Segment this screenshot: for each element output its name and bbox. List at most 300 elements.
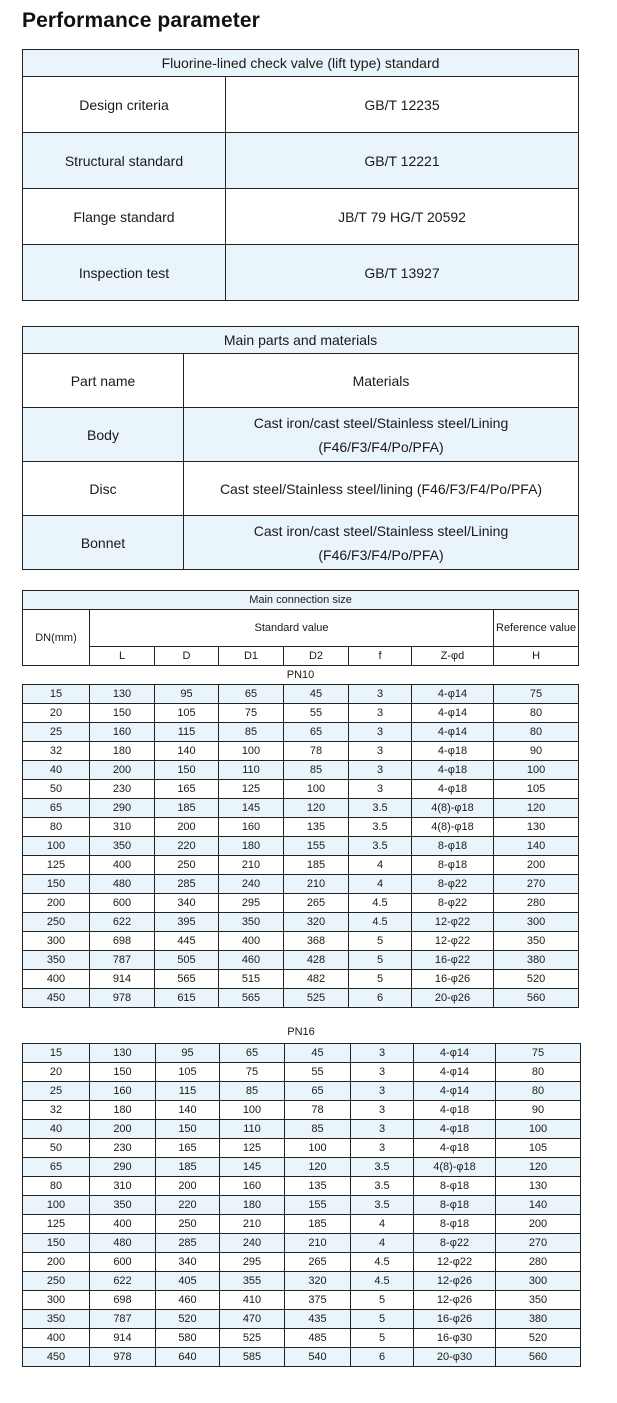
pn16-label: PN16 xyxy=(287,1026,315,1038)
table-cell: 8-φ22 xyxy=(412,894,494,913)
table-cell: 115 xyxy=(155,723,219,742)
table-cell: 85 xyxy=(285,1120,351,1139)
table-cell: 65 xyxy=(284,723,349,742)
table-cell: 4 xyxy=(351,1215,414,1234)
table-cell: 80 xyxy=(496,1063,581,1082)
table-cell: 400 xyxy=(90,856,155,875)
table-cell: 480 xyxy=(90,1234,156,1253)
standard-value-header: Standard value xyxy=(90,610,494,647)
table-cell: 145 xyxy=(219,799,284,818)
table-cell: 80 xyxy=(23,1177,90,1196)
table-cell: 16-φ26 xyxy=(412,970,494,989)
table-cell: 445 xyxy=(155,932,219,951)
table-row xyxy=(23,856,579,875)
table-cell: 110 xyxy=(219,761,284,780)
table-cell: 3 xyxy=(351,1101,414,1120)
column-header: f xyxy=(349,647,412,666)
table-row xyxy=(23,1272,581,1291)
table-cell: 100 xyxy=(23,1196,90,1215)
table-cell: 400 xyxy=(219,932,284,951)
table-cell: 4-φ14 xyxy=(414,1063,496,1082)
materials-row xyxy=(23,516,579,570)
table-cell: 180 xyxy=(219,837,284,856)
table-cell: 12-φ22 xyxy=(412,932,494,951)
table-cell: 105 xyxy=(156,1063,220,1082)
table-row xyxy=(23,799,579,818)
table-cell: 32 xyxy=(23,742,90,761)
table-cell: 210 xyxy=(285,1234,351,1253)
materials-table xyxy=(22,326,579,570)
table-cell: 25 xyxy=(23,1082,90,1101)
table-cell: 110 xyxy=(220,1120,285,1139)
table-cell: 8-φ18 xyxy=(414,1215,496,1234)
table-cell: 4-φ18 xyxy=(414,1139,496,1158)
table-cell: 3 xyxy=(351,1044,414,1063)
table-cell: 105 xyxy=(155,704,219,723)
table-cell: 280 xyxy=(494,894,579,913)
table-cell: 135 xyxy=(284,818,349,837)
table-cell: 3 xyxy=(349,780,412,799)
materials-row xyxy=(23,408,579,462)
table-cell: 505 xyxy=(155,951,219,970)
table-cell: 100 xyxy=(23,837,90,856)
table-row xyxy=(23,780,579,799)
table-cell: 200 xyxy=(156,1177,220,1196)
table-cell: 622 xyxy=(90,913,155,932)
table-cell: 230 xyxy=(90,1139,156,1158)
table-cell: 435 xyxy=(285,1310,351,1329)
table-cell: 485 xyxy=(285,1329,351,1348)
table-cell: 105 xyxy=(496,1139,581,1158)
table-cell: 20-φ30 xyxy=(414,1348,496,1367)
table-row xyxy=(23,1082,581,1101)
table-cell: 4-φ18 xyxy=(414,1120,496,1139)
table-cell: 350 xyxy=(90,837,155,856)
table-cell: 20 xyxy=(23,704,90,723)
table-cell: 80 xyxy=(494,723,579,742)
pn10-label: PN10 xyxy=(23,666,579,685)
table-cell: 220 xyxy=(156,1196,220,1215)
table-cell: 320 xyxy=(285,1272,351,1291)
table-cell: 12-φ22 xyxy=(412,913,494,932)
table-cell: 120 xyxy=(494,799,579,818)
table-cell: 65 xyxy=(23,1158,90,1177)
table-cell: 160 xyxy=(90,1082,156,1101)
table-row xyxy=(23,951,579,970)
table-cell: 3.5 xyxy=(351,1196,414,1215)
table-cell: 520 xyxy=(494,970,579,989)
table-cell: 265 xyxy=(285,1253,351,1272)
table-cell: 350 xyxy=(23,951,90,970)
table-cell: 560 xyxy=(494,989,579,1008)
table-cell: 405 xyxy=(156,1272,220,1291)
column-header: Z-φd xyxy=(412,647,494,666)
table-cell: 12-φ26 xyxy=(414,1272,496,1291)
material-line: Cast iron/cast steel/Stainless steel/Lining xyxy=(253,414,509,431)
table-cell: 230 xyxy=(90,780,155,799)
table-cell: 50 xyxy=(23,1139,90,1158)
table-cell: 25 xyxy=(23,723,90,742)
table-row xyxy=(23,742,579,761)
table-cell: 200 xyxy=(496,1215,581,1234)
table-cell: 4.5 xyxy=(351,1253,414,1272)
table-cell: 565 xyxy=(155,970,219,989)
table-cell: 4-φ18 xyxy=(414,1101,496,1120)
table-cell: 410 xyxy=(220,1291,285,1310)
table-cell: 45 xyxy=(284,685,349,704)
table-cell: 55 xyxy=(285,1063,351,1082)
materials-column-row xyxy=(23,354,579,408)
table-cell: 85 xyxy=(284,761,349,780)
table-cell: 150 xyxy=(155,761,219,780)
table-cell: 395 xyxy=(155,913,219,932)
table-row xyxy=(23,1044,581,1063)
table-cell: 140 xyxy=(494,837,579,856)
table-cell: 185 xyxy=(285,1215,351,1234)
table-cell: 482 xyxy=(284,970,349,989)
column-header: L xyxy=(90,647,155,666)
table-cell: 210 xyxy=(220,1215,285,1234)
table-cell: 978 xyxy=(90,1348,156,1367)
table-cell: 600 xyxy=(90,1253,156,1272)
standard-value: GB/T 12235 xyxy=(226,77,579,133)
table-cell: 100 xyxy=(496,1120,581,1139)
table-cell: 375 xyxy=(285,1291,351,1310)
table-cell: 12-φ26 xyxy=(414,1291,496,1310)
table-cell: 914 xyxy=(90,1329,156,1348)
standard-value: JB/T 79 HG/T 20592 xyxy=(226,189,579,245)
table-cell: 8-φ18 xyxy=(414,1177,496,1196)
material-spec xyxy=(184,516,579,570)
table-cell: 80 xyxy=(23,818,90,837)
standards-header-row xyxy=(23,50,579,77)
column-header: D1 xyxy=(219,647,284,666)
table-cell: 290 xyxy=(90,1158,156,1177)
table-cell: 978 xyxy=(90,989,155,1008)
table-cell: 145 xyxy=(220,1158,285,1177)
table-cell: 4.5 xyxy=(349,913,412,932)
table-row xyxy=(23,1063,581,1082)
table-cell: 8-φ18 xyxy=(412,856,494,875)
table-cell: 75 xyxy=(220,1063,285,1082)
standard-label: Inspection test xyxy=(23,245,226,301)
table-cell: 105 xyxy=(494,780,579,799)
materials-header-row xyxy=(23,327,579,354)
table-cell: 3 xyxy=(349,761,412,780)
table-cell: 615 xyxy=(155,989,219,1008)
table-row xyxy=(23,1139,581,1158)
table-cell: 4-φ14 xyxy=(412,685,494,704)
material-line: (F46/F3/F4/Po/PFA) xyxy=(318,546,444,563)
pn16-table xyxy=(22,1043,581,1367)
table-cell: 310 xyxy=(90,1177,156,1196)
table-cell: 350 xyxy=(23,1310,90,1329)
table-cell: 15 xyxy=(23,1044,90,1063)
table-cell: 520 xyxy=(156,1310,220,1329)
table-cell: 6 xyxy=(351,1348,414,1367)
table-cell: 65 xyxy=(220,1044,285,1063)
table-cell: 340 xyxy=(155,894,219,913)
table-cell: 100 xyxy=(285,1139,351,1158)
table-row xyxy=(23,704,579,723)
table-cell: 460 xyxy=(156,1291,220,1310)
table-cell: 3.5 xyxy=(351,1158,414,1177)
table-cell: 125 xyxy=(220,1139,285,1158)
table-cell: 250 xyxy=(155,856,219,875)
table-row xyxy=(23,1310,581,1329)
table-row xyxy=(23,1329,581,1348)
connection-size-table xyxy=(22,590,579,1008)
table-cell: 300 xyxy=(496,1272,581,1291)
table-row xyxy=(23,685,579,704)
table-cell: 140 xyxy=(496,1196,581,1215)
standards-row xyxy=(23,189,579,245)
table-cell: 45 xyxy=(285,1044,351,1063)
table-cell: 400 xyxy=(23,970,90,989)
part-name: Body xyxy=(23,408,184,462)
connection-size-header-row xyxy=(23,591,579,610)
table-cell: 4-φ18 xyxy=(412,761,494,780)
table-cell: 698 xyxy=(90,1291,156,1310)
table-cell: 4-φ14 xyxy=(412,723,494,742)
table-cell: 8-φ18 xyxy=(412,837,494,856)
table-cell: 20 xyxy=(23,1063,90,1082)
table-cell: 95 xyxy=(156,1044,220,1063)
table-cell: 515 xyxy=(219,970,284,989)
table-cell: 400 xyxy=(23,1329,90,1348)
table-cell: 185 xyxy=(284,856,349,875)
table-cell: 90 xyxy=(494,742,579,761)
part-name: Bonnet xyxy=(23,516,184,570)
table-cell: 185 xyxy=(156,1158,220,1177)
table-cell: 4-φ18 xyxy=(412,780,494,799)
table-row xyxy=(23,1196,581,1215)
standards-row xyxy=(23,77,579,133)
table-cell: 100 xyxy=(284,780,349,799)
table-cell: 350 xyxy=(219,913,284,932)
table-cell: 120 xyxy=(496,1158,581,1177)
table-cell: 350 xyxy=(90,1196,156,1215)
table-cell: 580 xyxy=(156,1329,220,1348)
table-cell: 368 xyxy=(284,932,349,951)
table-cell: 3.5 xyxy=(349,818,412,837)
connection-size-header: Main connection size xyxy=(23,591,579,610)
table-cell: 75 xyxy=(494,685,579,704)
table-cell: 40 xyxy=(23,761,90,780)
table-cell: 155 xyxy=(285,1196,351,1215)
table-cell: 250 xyxy=(156,1215,220,1234)
table-cell: 4.5 xyxy=(351,1272,414,1291)
table-cell: 4(8)-φ18 xyxy=(412,799,494,818)
materials-row xyxy=(23,462,579,516)
table-cell: 5 xyxy=(349,951,412,970)
table-cell: 180 xyxy=(90,742,155,761)
table-cell: 250 xyxy=(23,913,90,932)
table-cell: 16-φ22 xyxy=(412,951,494,970)
table-cell: 100 xyxy=(494,761,579,780)
table-cell: 565 xyxy=(219,989,284,1008)
table-cell: 32 xyxy=(23,1101,90,1120)
table-cell: 75 xyxy=(496,1044,581,1063)
table-cell: 200 xyxy=(155,818,219,837)
table-cell: 140 xyxy=(155,742,219,761)
table-cell: 285 xyxy=(156,1234,220,1253)
table-cell: 20-φ26 xyxy=(412,989,494,1008)
table-row xyxy=(23,1253,581,1272)
table-cell: 5 xyxy=(351,1329,414,1348)
table-cell: 3 xyxy=(349,723,412,742)
table-cell: 240 xyxy=(220,1234,285,1253)
table-cell: 698 xyxy=(90,932,155,951)
table-cell: 75 xyxy=(219,704,284,723)
table-cell: 5 xyxy=(349,932,412,951)
table-cell: 85 xyxy=(219,723,284,742)
table-cell: 300 xyxy=(494,913,579,932)
table-cell: 295 xyxy=(219,894,284,913)
table-row xyxy=(23,761,579,780)
pn16-rows xyxy=(23,1044,581,1367)
table-cell: 4(8)-φ18 xyxy=(414,1158,496,1177)
table-cell: 150 xyxy=(90,704,155,723)
table-cell: 135 xyxy=(285,1177,351,1196)
table-cell: 65 xyxy=(23,799,90,818)
standards-row xyxy=(23,245,579,301)
table-cell: 200 xyxy=(494,856,579,875)
part-name-column: Part name xyxy=(23,354,184,408)
table-cell: 3.5 xyxy=(349,799,412,818)
table-cell: 540 xyxy=(285,1348,351,1367)
table-cell: 150 xyxy=(156,1120,220,1139)
table-cell: 400 xyxy=(90,1215,156,1234)
table-cell: 787 xyxy=(90,1310,156,1329)
table-cell: 310 xyxy=(90,818,155,837)
table-cell: 450 xyxy=(23,989,90,1008)
table-cell: 8-φ22 xyxy=(414,1234,496,1253)
table-cell: 210 xyxy=(219,856,284,875)
table-cell: 350 xyxy=(496,1291,581,1310)
table-row xyxy=(23,1177,581,1196)
table-cell: 78 xyxy=(285,1101,351,1120)
table-cell: 200 xyxy=(90,1120,156,1139)
materials-column: Materials xyxy=(184,354,579,408)
table-row xyxy=(23,1215,581,1234)
table-cell: 355 xyxy=(220,1272,285,1291)
table-row xyxy=(23,932,579,951)
table-cell: 450 xyxy=(23,1348,90,1367)
table-cell: 130 xyxy=(496,1177,581,1196)
standards-header: Fluorine-lined check valve (lift type) standard xyxy=(23,50,579,77)
table-cell: 525 xyxy=(284,989,349,1008)
table-cell: 55 xyxy=(284,704,349,723)
table-cell: 95 xyxy=(155,685,219,704)
table-cell: 150 xyxy=(90,1063,156,1082)
table-cell: 150 xyxy=(23,1234,90,1253)
table-row xyxy=(23,894,579,913)
table-cell: 320 xyxy=(284,913,349,932)
standard-value: GB/T 13927 xyxy=(226,245,579,301)
table-cell: 180 xyxy=(90,1101,156,1120)
table-cell: 120 xyxy=(284,799,349,818)
table-cell: 200 xyxy=(23,894,90,913)
table-cell: 130 xyxy=(494,818,579,837)
table-cell: 525 xyxy=(220,1329,285,1348)
table-cell: 585 xyxy=(220,1348,285,1367)
material-spec xyxy=(184,408,579,462)
table-cell: 5 xyxy=(349,970,412,989)
table-cell: 3 xyxy=(351,1120,414,1139)
table-cell: 85 xyxy=(220,1082,285,1101)
table-cell: 3 xyxy=(351,1063,414,1082)
table-cell: 200 xyxy=(90,761,155,780)
table-cell: 520 xyxy=(496,1329,581,1348)
table-cell: 3 xyxy=(349,685,412,704)
table-cell: 3.5 xyxy=(349,837,412,856)
table-cell: 180 xyxy=(220,1196,285,1215)
table-cell: 3 xyxy=(351,1139,414,1158)
material-line: Cast steel/Stainless steel/lining (F46/F3/F4/Po/PFA) xyxy=(219,480,543,497)
page-title: Performance parameter xyxy=(22,9,260,32)
table-cell: 125 xyxy=(219,780,284,799)
table-cell: 300 xyxy=(23,1291,90,1310)
standard-label: Flange standard xyxy=(23,189,226,245)
standard-label: Design criteria xyxy=(23,77,226,133)
table-cell: 40 xyxy=(23,1120,90,1139)
table-cell: 3 xyxy=(351,1082,414,1101)
column-header: D2 xyxy=(284,647,349,666)
table-cell: 210 xyxy=(284,875,349,894)
pn10-rows xyxy=(23,685,579,1008)
table-cell: 220 xyxy=(155,837,219,856)
table-cell: 155 xyxy=(284,837,349,856)
table-cell: 6 xyxy=(349,989,412,1008)
table-cell: 185 xyxy=(155,799,219,818)
table-cell: 16-φ26 xyxy=(414,1310,496,1329)
table-row xyxy=(23,913,579,932)
column-group-row xyxy=(23,610,579,647)
standards-row xyxy=(23,133,579,189)
table-cell: 160 xyxy=(220,1177,285,1196)
column-header: D xyxy=(155,647,219,666)
column-header: H xyxy=(494,647,579,666)
table-row xyxy=(23,837,579,856)
standard-label: Structural standard xyxy=(23,133,226,189)
table-row xyxy=(23,1348,581,1367)
table-cell: 78 xyxy=(284,742,349,761)
standards-table xyxy=(22,49,579,301)
table-cell: 5 xyxy=(351,1310,414,1329)
table-cell: 295 xyxy=(220,1253,285,1272)
table-row xyxy=(23,723,579,742)
table-cell: 100 xyxy=(220,1101,285,1120)
table-cell: 8-φ22 xyxy=(412,875,494,894)
table-row xyxy=(23,1291,581,1310)
material-spec xyxy=(184,462,579,516)
table-cell: 480 xyxy=(90,875,155,894)
table-cell: 90 xyxy=(496,1101,581,1120)
table-cell: 265 xyxy=(284,894,349,913)
reference-value-header: Reference value xyxy=(494,610,579,647)
table-cell: 3 xyxy=(349,742,412,761)
table-cell: 470 xyxy=(220,1310,285,1329)
table-cell: 130 xyxy=(90,1044,156,1063)
table-cell: 65 xyxy=(285,1082,351,1101)
material-line: Cast iron/cast steel/Stainless steel/Lining xyxy=(253,522,509,539)
section-label-row xyxy=(23,666,579,685)
table-cell: 285 xyxy=(155,875,219,894)
table-cell: 5 xyxy=(351,1291,414,1310)
table-row xyxy=(23,818,579,837)
table-cell: 150 xyxy=(23,875,90,894)
